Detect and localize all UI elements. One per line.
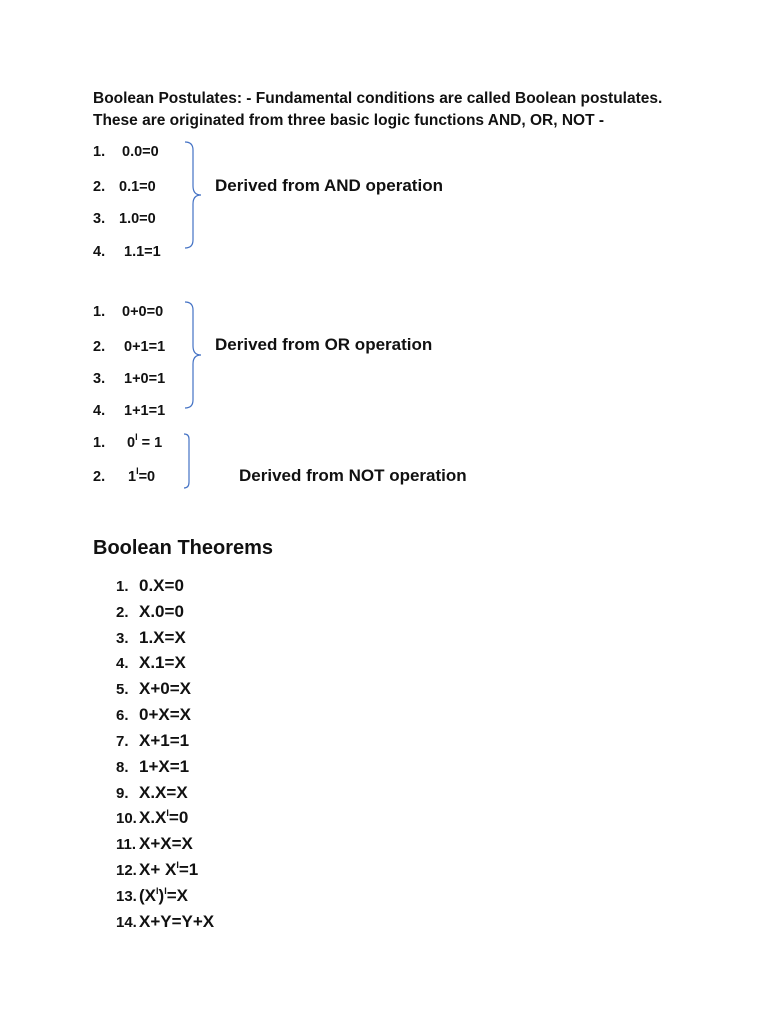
or-item-num: 4. [93, 403, 106, 419]
and-item-num: 2. [93, 179, 106, 195]
theorem-num: 6. [116, 707, 129, 724]
and-item-num: 1. [93, 144, 106, 160]
theorem-num: 14. [116, 914, 137, 931]
and-derived-label: Derived from AND operation [215, 176, 443, 195]
prime-mark: I [156, 886, 159, 896]
theorem-expr: X+Y=Y+X [139, 912, 215, 931]
theorem-expr: $X+ X^I=1$ [139, 860, 199, 879]
not-item-expr: $1^I=0$ [128, 466, 156, 485]
not-brace [182, 432, 198, 490]
theorem-expr: X+1=1 [139, 731, 190, 750]
theorem-num: 1. [116, 578, 129, 595]
and-item-num: 4. [93, 244, 106, 260]
or-derived-label: Derived from OR operation [215, 335, 433, 354]
theorem-expr: $X.X^I=0$ [139, 808, 189, 827]
theorem-num: 10. [116, 810, 137, 827]
or-item-expr: 1+1=1 [124, 403, 166, 419]
theorem-expr: X+X=X [139, 834, 193, 853]
theorem-expr: X+0=X [139, 679, 191, 698]
theorem-num: 4. [116, 655, 129, 672]
or-item-expr: 1+0=1 [124, 371, 166, 387]
not-item-expr: $0^I = 1$ [127, 432, 163, 451]
theorem-expr: 0.X=0 [139, 576, 184, 595]
theorem-num: 5. [116, 681, 129, 698]
and-brace [183, 140, 207, 252]
theorem-expr: $(X^I)^I=X$ [139, 886, 188, 905]
theorem-expr: X.X=X [139, 783, 188, 802]
prime-mark: I [176, 860, 179, 870]
theorem-num: 12. [116, 862, 137, 879]
theorem-num: 11. [116, 836, 137, 853]
or-brace [183, 300, 207, 412]
or-item-num: 2. [93, 339, 106, 355]
theorem-num: 9. [116, 785, 129, 802]
or-item-expr: 0+0=0 [122, 304, 164, 320]
not-item-num: 2. [93, 469, 106, 485]
theorem-num: 13. [116, 888, 137, 905]
prime-mark: I [135, 432, 138, 442]
theorem-num: 7. [116, 733, 129, 750]
or-item-num: 1. [93, 304, 106, 320]
or-item-num: 3. [93, 371, 106, 387]
theorem-expr: X.0=0 [139, 602, 184, 621]
prime-mark: I [136, 466, 139, 476]
not-item-num: 1. [93, 435, 106, 451]
prime-mark: I [166, 808, 169, 818]
theorem-expr: X.1=X [139, 653, 186, 672]
intro-line-1: Boolean Postulates: - Fundamental conditions are called Boolean postulates. [93, 90, 663, 107]
theorem-num: 2. [116, 604, 129, 621]
theorem-expr: 1.X=X [139, 628, 186, 647]
theorem-num: 8. [116, 759, 129, 776]
theorems-heading: Boolean Theorems [93, 537, 274, 559]
theorem-expr: 1+X=1 [139, 757, 190, 776]
or-item-expr: 0+1=1 [124, 339, 166, 355]
intro-line-2: These are originated from three basic logic functions AND, OR, NOT - [93, 112, 605, 129]
and-item-num: 3. [93, 211, 106, 227]
theorem-expr: 0+X=X [139, 705, 191, 724]
theorem-num: 3. [116, 630, 129, 647]
prime-mark: I [164, 886, 167, 896]
and-item-expr: 0.0=0 [122, 144, 159, 160]
not-derived-label: Derived from NOT operation [239, 466, 467, 485]
and-item-expr: 0.1=0 [119, 179, 156, 195]
and-item-expr: 1.0=0 [119, 211, 156, 227]
and-item-expr: 1.1=1 [124, 244, 161, 260]
